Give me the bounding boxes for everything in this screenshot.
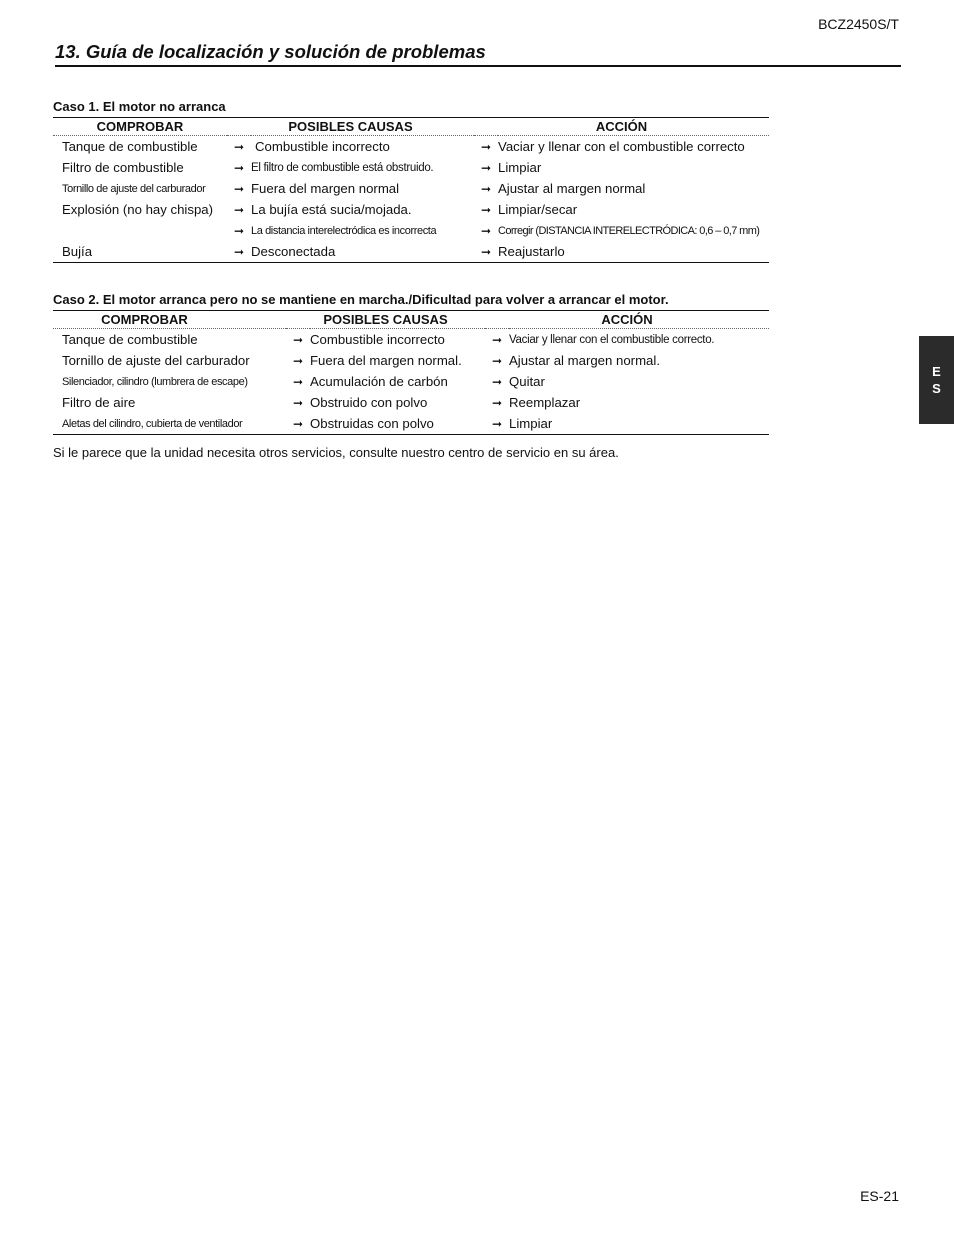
table-row: [53, 371, 769, 392]
cause-cell: Combustible incorrecto: [310, 332, 445, 347]
case1-table: [53, 117, 769, 263]
check-cell: Bujía: [53, 241, 227, 263]
cause-cell: Desconectada: [251, 241, 474, 263]
arrow-icon: ➞: [485, 413, 509, 435]
table-row: [53, 241, 769, 263]
action-cell: Limpiar: [509, 413, 769, 435]
service-note: Si le parece que la unidad necesita otros servicios, consulte nuestro centro de servicio en su área.: [53, 445, 619, 460]
action-cell: Vaciar y llenar con el combustible correcto.: [509, 333, 715, 346]
arrow-icon: ➞: [233, 223, 245, 238]
action-cell: Limpiar/secar: [498, 202, 578, 217]
header-action: ACCIÓN: [474, 118, 769, 136]
check-cell: Tornillo de ajuste del carburador: [62, 182, 206, 195]
cause-cell: Obstruidas con polvo: [310, 413, 485, 435]
language-tab-letter: E: [932, 364, 941, 379]
case1-title: Caso 1. El motor no arranca: [53, 99, 226, 114]
case1-header-row: [53, 118, 769, 136]
action-cell: Vaciar y llenar con el combustible correcto: [498, 139, 745, 154]
language-tab: [919, 336, 954, 424]
check-cell: [53, 220, 227, 241]
check-cell: Tanque de combustible: [62, 332, 198, 347]
language-tab-letter: S: [932, 381, 941, 396]
header-action: ACCIÓN: [485, 311, 769, 329]
arrow-icon: ➞: [480, 160, 492, 175]
arrow-icon: ➞: [233, 139, 245, 154]
table-row: [53, 157, 769, 178]
header-cause: POSIBLES CAUSAS: [227, 118, 474, 136]
arrow-icon: ➞: [480, 181, 492, 196]
arrow-icon: ➞: [491, 374, 503, 389]
cause-cell: La distancia interelectródica es incorrecta: [251, 224, 437, 237]
arrow-icon: ➞: [480, 202, 492, 217]
action-cell: Reajustarlo: [498, 241, 769, 263]
action-cell: Limpiar: [498, 160, 542, 175]
table-row: [53, 329, 769, 351]
check-cell: Filtro de aire: [62, 395, 136, 410]
arrow-icon: ➞: [480, 139, 492, 154]
case2-header-row: [53, 311, 769, 329]
check-cell: Tornillo de ajuste del carburador: [62, 353, 250, 368]
arrow-icon: ➞: [491, 332, 503, 347]
case2-title: Caso 2. El motor arranca pero no se mantiene en marcha./Dificultad para volver a arrancar el motor.: [53, 292, 669, 307]
arrow-icon: ➞: [233, 181, 245, 196]
action-cell: Quitar: [509, 374, 545, 389]
arrow-icon: ➞: [292, 353, 304, 368]
check-cell: Aletas del cilindro, cubierta de ventilador: [53, 413, 286, 435]
action-cell: Reemplazar: [509, 395, 581, 410]
cause-cell: Obstruido con polvo: [310, 395, 428, 410]
arrow-icon: ➞: [233, 160, 245, 175]
check-cell: Filtro de combustible: [62, 160, 184, 175]
arrow-icon: ➞: [491, 353, 503, 368]
arrow-icon: ➞: [491, 395, 503, 410]
section-title: 13. Guía de localización y solución de problemas: [55, 41, 901, 67]
check-cell: Silenciador, cilindro (lumbrera de escape): [62, 375, 248, 388]
arrow-icon: ➞: [286, 413, 310, 435]
header-check: COMPROBAR: [53, 311, 286, 329]
action-cell: Ajustar al margen normal: [498, 181, 646, 196]
table-row: [53, 178, 769, 199]
table-row: [53, 392, 769, 413]
cause-cell: El filtro de combustible está obstruido.: [251, 161, 434, 174]
arrow-icon: ➞: [480, 223, 492, 238]
model-number: BCZ2450S/T: [818, 16, 899, 32]
cause-cell: Fuera del margen normal: [251, 181, 400, 196]
case2-table: [53, 310, 769, 435]
page-number: ES-21: [860, 1188, 899, 1204]
check-cell: Explosión (no hay chispa): [62, 202, 214, 217]
arrow-icon: ➞: [233, 202, 245, 217]
cause-cell: Acumulación de carbón: [310, 374, 448, 389]
table-row: [53, 220, 769, 241]
cause-cell: Fuera del margen normal.: [310, 353, 462, 368]
arrow-icon: ➞: [292, 395, 304, 410]
cause-cell: Combustible incorrecto: [255, 139, 390, 154]
arrow-icon: ➞: [292, 332, 304, 347]
header-cause: POSIBLES CAUSAS: [286, 311, 485, 329]
table-row: [53, 350, 769, 371]
table-row: [53, 136, 769, 158]
cause-cell: La bujía está sucia/mojada.: [251, 202, 412, 217]
header-check: COMPROBAR: [53, 118, 227, 136]
arrow-icon: ➞: [227, 241, 251, 263]
table-row: [53, 413, 769, 435]
table-row: [53, 199, 769, 220]
action-cell: Ajustar al margen normal.: [509, 353, 660, 368]
check-cell: Tanque de combustible: [62, 139, 198, 154]
arrow-icon: ➞: [474, 241, 498, 263]
action-cell: Corregir (DISTANCIA INTERELECTRÓDICA: 0,6 – 0,7 mm): [498, 224, 760, 237]
arrow-icon: ➞: [292, 374, 304, 389]
